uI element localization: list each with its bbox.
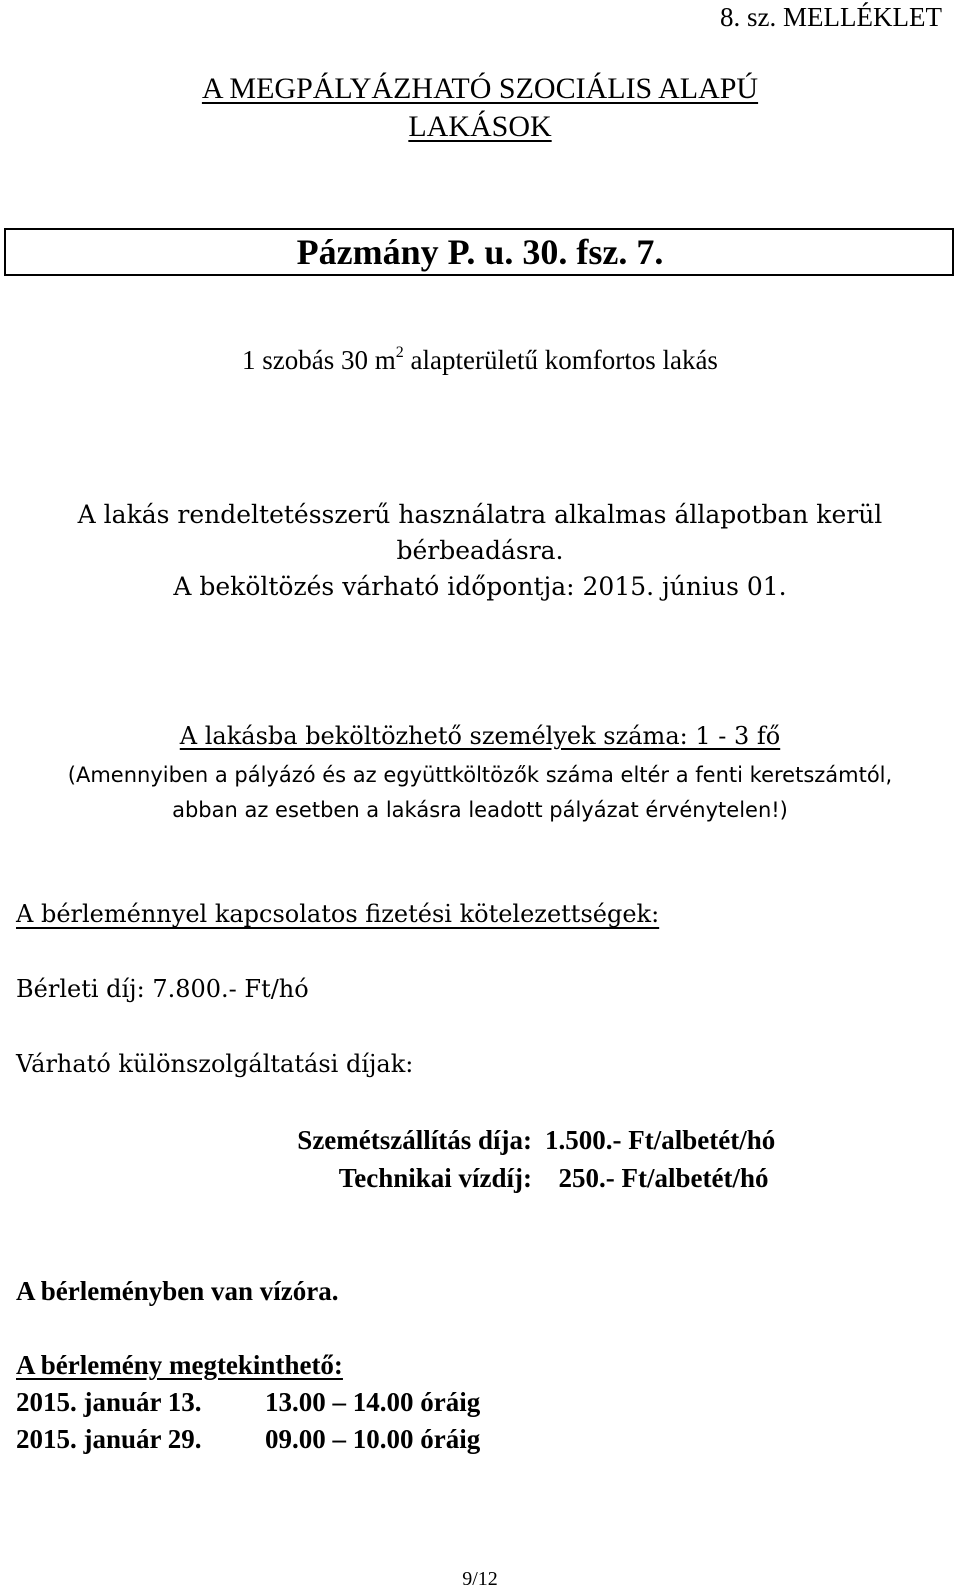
water-meter-note: A bérleményben van vízóra.	[16, 1276, 339, 1306]
viewing-time-2: 09.00 – 10.00 óráig	[265, 1424, 481, 1454]
note-line-1: (Amennyiben a pályázó és az együttköltözők száma eltér a fenti keretszámtól,	[67, 763, 893, 787]
rooms-superscript: 2	[395, 344, 404, 361]
fee-label-garbage: Szemétszállítás díja:	[297, 1125, 532, 1155]
obligations-heading: A bérleménnyel kapcsolatos fizetési kötelezettségek:	[16, 900, 660, 928]
annex-label: 8. sz. MELLÉKLET	[720, 2, 942, 32]
condition-line-2: bérbeadásra.	[396, 536, 564, 565]
fee-label-water: Technikai vízdíj:	[338, 1163, 532, 1193]
fee-value-water: 250.- Ft/albetét/hó	[545, 1163, 769, 1193]
viewing-heading: A bérlemény megtekinthető:	[16, 1350, 343, 1380]
rent-label: Bérleti díj	[16, 975, 137, 1003]
persons-note	[0, 758, 960, 828]
fee-value-garbage: 1.500.- Ft/albetét/hó	[545, 1125, 776, 1155]
title-line-1: A MEGPÁLYÁZHATÓ SZOCIÁLIS ALAPÚ	[201, 72, 759, 105]
viewing-date-2: 2015. január 29.	[16, 1424, 202, 1454]
rent-line	[16, 975, 309, 1003]
rooms-after: alapterületű komfortos lakás	[403, 345, 718, 375]
rent-value: : 7.800.- Ft/hó	[136, 975, 309, 1003]
document-title	[0, 70, 960, 146]
condition-paragraph	[0, 497, 960, 605]
expected-fees-heading	[16, 1050, 413, 1078]
title-line-2: LAKÁSOK	[408, 110, 552, 143]
address-heading: Pázmány P. u. 30. fsz. 7.	[296, 232, 664, 272]
condition-line-3: A beköltözés várható időpontja: 2015. június 01.	[173, 572, 787, 601]
rooms-before: 1 szobás 30 m	[242, 345, 396, 375]
expected-label: Várható különszolgáltatási díjak	[16, 1050, 406, 1078]
condition-line-1: A lakás rendeltetésszerű használatra alkalmas állapotban kerül	[77, 500, 883, 529]
viewing-date-1: 2015. január 13.	[16, 1387, 202, 1417]
note-line-2: abban az esetben a lakásra leadott pályázat érvénytelen!)	[172, 798, 788, 822]
page-number: 9/12	[462, 1568, 498, 1590]
apartment-description	[0, 345, 960, 376]
expected-colon: :	[405, 1050, 414, 1078]
viewing-time-1: 13.00 – 14.00 óráig	[265, 1387, 481, 1417]
persons-count: A lakásba beköltözhető személyek száma: 1 - 3 fő	[179, 722, 781, 750]
